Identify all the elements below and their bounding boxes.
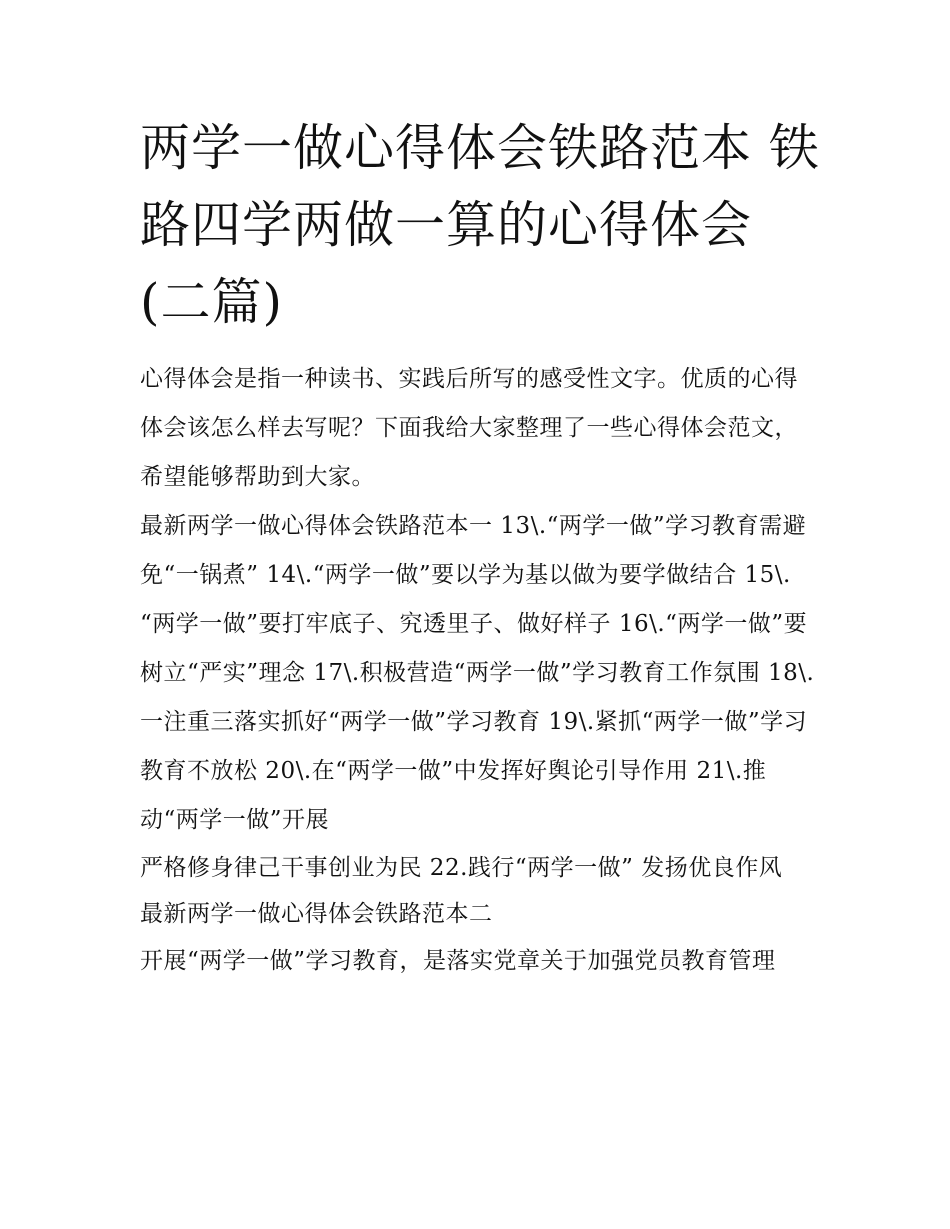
paragraph-intro: 心得体会是指一种读书、实践后所写的感受性文字。优质的心得体会该怎么样去写呢？下面我给大家整理了一些心得体会范文，希望能够帮助到大家。	[140, 366, 798, 490]
document-title: 两学一做心得体会铁路范本 铁路四学两做一算的心得体会(二篇)	[140, 119, 820, 331]
section-heading-two: 最新两学一做心得体会铁路范本二	[140, 901, 493, 927]
paragraph-list-part-3: 一注重三落实抓好“两学一做”学习教育 19\.紧抓“两学一做”学习教育不放松 20\.在“两学一做”中发挥好舆论引导作用 21\.推动“两学一做”开展	[140, 709, 808, 833]
paragraph-list-part-4: 严格修身律己干事创业为民 22.践行“两学一做” 发扬优良作风	[140, 855, 783, 881]
document-page	[140, 110, 820, 986]
paragraph-section-two-start: 开展“两学一做”学习教育，是落实党章关于加强党员教育管理	[140, 948, 776, 974]
paragraph-list-part-2: “两学一做”要打牢底子、究透里子、做好样子 16\.“两学一做”要树立“严实”理念 17\.积极营造“两学一做”学习教育工作氛围 18\.	[140, 611, 815, 686]
paragraph-list-part-1: 最新两学一做心得体会铁路范本一 13\.“两学一做”学习教育需避免“一锅煮” 14\.“两学一做”要以学为基以做为要学做结合 15\.	[140, 513, 807, 588]
